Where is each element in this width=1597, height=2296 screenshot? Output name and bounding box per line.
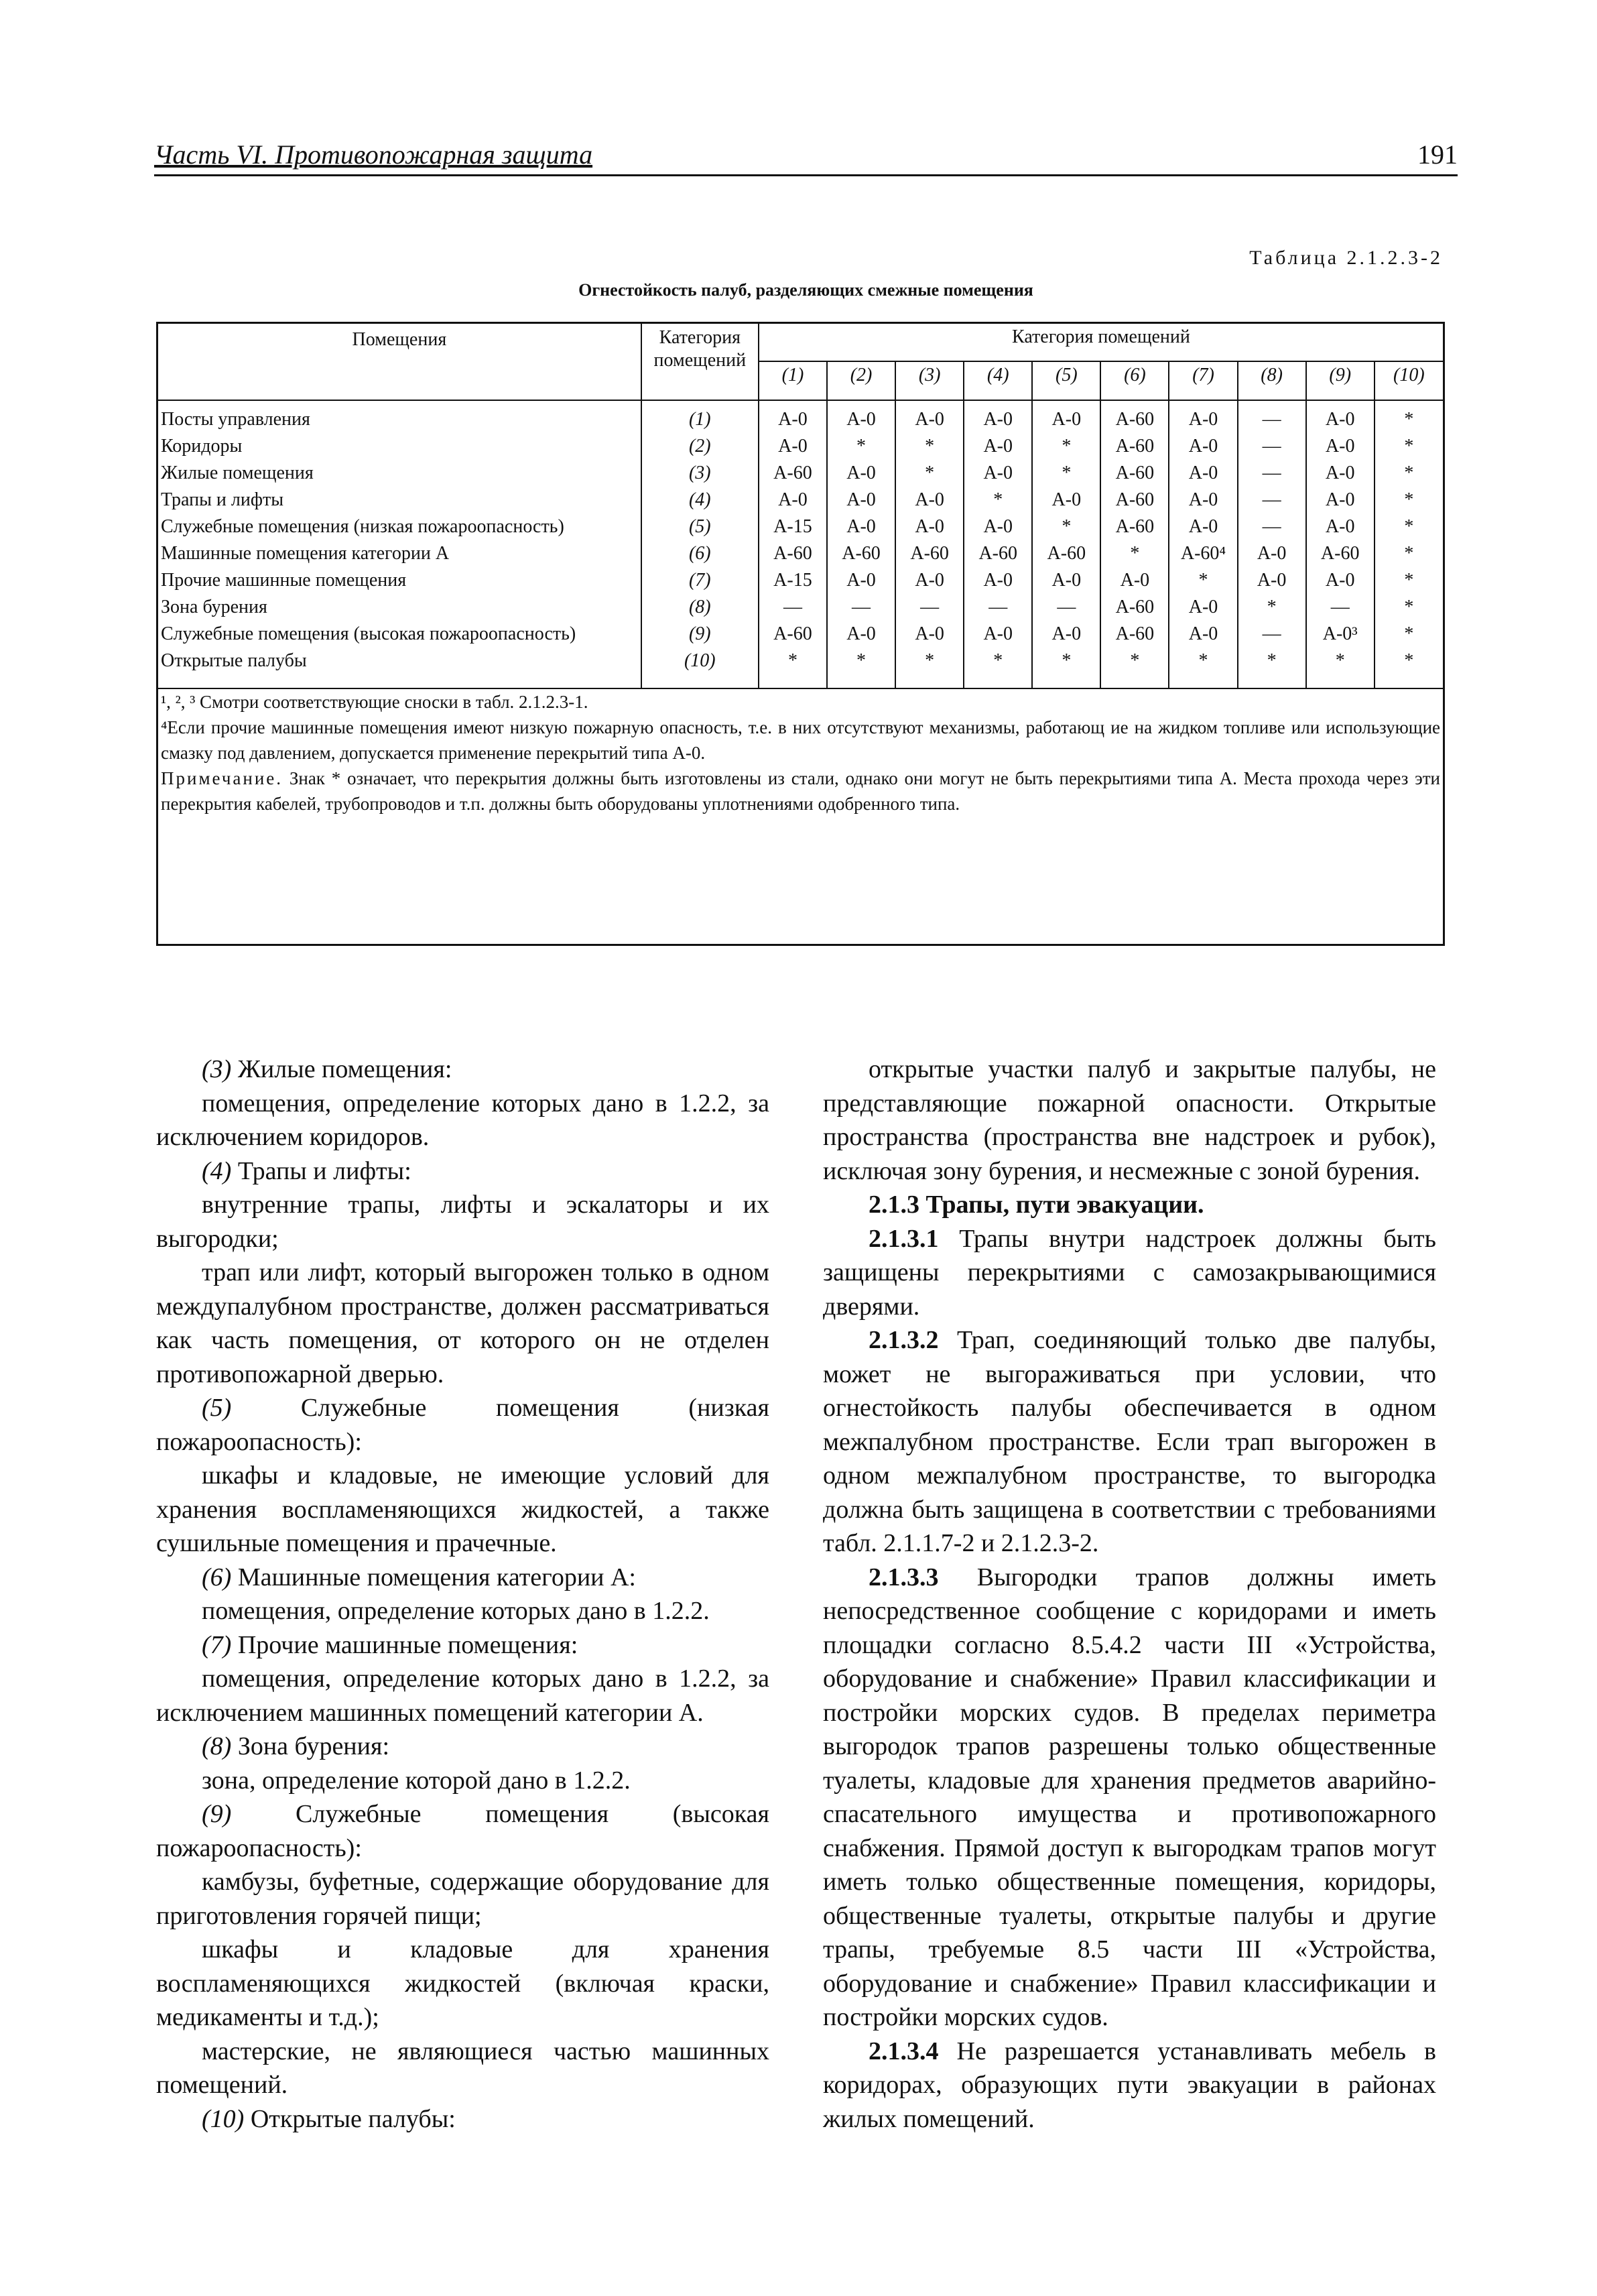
table-cell: А-60 (827, 540, 895, 567)
header-col-number: (6) (1100, 361, 1169, 400)
table-row (158, 540, 1443, 567)
room-category: (4) (641, 487, 759, 513)
room-category: (7) (641, 567, 759, 594)
table-cell: — (1238, 513, 1306, 540)
table-cell: А-60 (1100, 513, 1169, 540)
table-cell: * (1306, 648, 1375, 688)
table-caption: Огнестойкость палуб, разделяющих смежные помещения (578, 280, 1033, 300)
paragraph-text: Трапы внутри надстроек должны быть защищены перекрытиями с самозакрывающимися дверями. (823, 1224, 1436, 1321)
paragraph (823, 1323, 1436, 1561)
table-cell: А-0³ (1306, 621, 1375, 648)
table-row (158, 567, 1443, 594)
table-cell: * (1404, 570, 1414, 591)
paragraph: шкафы и кладовые для хранения воспламеняющихся жидкостей (включая краски, медикаменты и т.д.); (156, 1935, 769, 2031)
header-col-number: (2) (827, 361, 895, 400)
category-number: (8) (202, 1732, 232, 1760)
header-col-number: (4) (964, 361, 1032, 400)
paragraph: шкафы и кладовые, не имеющие условий для хранения воспламеняющихся жидкостей, а также сушильные помещения и прачечные. (156, 1461, 769, 1557)
header-col-number: (3) (895, 361, 964, 400)
room-category: (3) (641, 460, 759, 487)
room-name: Трапы и лифты (158, 487, 641, 513)
remark-label: Примечание. (161, 768, 283, 788)
paragraph-text: Прочие машинные помещения: (231, 1630, 578, 1659)
table-cell: А-0 (827, 487, 895, 513)
table-cell: * (1100, 648, 1169, 688)
table-cell: * (1032, 460, 1100, 487)
table-cell: А-0 (964, 400, 1032, 433)
category-number: (5) (202, 1394, 232, 1422)
table-cell: * (1169, 567, 1237, 594)
table-cell: * (1404, 489, 1414, 510)
table-cell: А-0 (895, 487, 964, 513)
paragraph (156, 1391, 769, 1459)
table-cell: — (895, 594, 964, 621)
table-cell: * (895, 460, 964, 487)
header-col-number: (10) (1375, 361, 1443, 400)
table-cell: А-0 (895, 567, 964, 594)
table-cell: * (1032, 648, 1100, 688)
table-cell: А-15 (759, 567, 827, 594)
remark-text: Знак * означает, что перекрытия должны быть изготовлены из стали, однако они могут не быть перекрытиями типа А. Места прохода через эти перекрытия кабелей, трубопроводов и т.п. должны быть оборудованы уплотнениями одобренного типа. (161, 768, 1440, 814)
room-name: Служебные помещения (высокая пожароопасность) (158, 621, 641, 648)
table-cell: А-0 (964, 567, 1032, 594)
paragraph-text: Зона бурения: (231, 1732, 390, 1760)
part-title: Часть VI. Противопожарная защита (154, 139, 593, 170)
category-number: (6) (202, 1563, 232, 1591)
paragraph (823, 2035, 1436, 2136)
paragraph: внутренние трапы, лифты и эскалаторы и их выгородки; (156, 1191, 769, 1253)
table-cell: * (1404, 650, 1414, 671)
note-123: ¹, ², ³ Смотри соответствующие сноски в табл. 2.1.2.3-1. (161, 692, 588, 712)
room-category: (2) (641, 433, 759, 460)
table-cell: А-0 (1169, 487, 1237, 513)
table-cell: А-0 (1032, 621, 1100, 648)
table-cell: А-0 (895, 621, 964, 648)
paragraph (156, 2102, 769, 2136)
section-heading: 2.1.3 Трапы, пути эвакуации. (869, 1191, 1204, 1219)
table-cell: А-0 (1169, 594, 1237, 621)
category-number: (10) (202, 2104, 245, 2133)
room-category: (5) (641, 513, 759, 540)
table-row (158, 648, 1443, 688)
room-category: (1) (641, 400, 759, 433)
table-cell: А-0 (1306, 433, 1375, 460)
table-cell: А-60 (1100, 433, 1169, 460)
paragraph-text: Жилые помещения: (231, 1055, 452, 1083)
clause-number: 2.1.3.1 (869, 1224, 939, 1253)
paragraph-text: Машинные помещения категории А: (231, 1563, 636, 1591)
category-number: (4) (202, 1156, 232, 1185)
table-cell: А-60 (759, 540, 827, 567)
table-cell: * (1100, 540, 1169, 567)
table-cell: А-60 (1100, 621, 1169, 648)
table-cell: А-0 (964, 433, 1032, 460)
table-notes (158, 688, 1443, 817)
paragraph: помещения, определение которых дано в 1.2.2. (202, 1597, 710, 1625)
table-cell: * (964, 487, 1032, 513)
table-cell: А-0 (1238, 540, 1306, 567)
table-cell: А-60 (1100, 594, 1169, 621)
table-cell: — (1238, 400, 1306, 433)
table-cell: А-0 (964, 621, 1032, 648)
table-cell: * (1404, 516, 1414, 537)
room-category: (10) (641, 648, 759, 688)
table-cell: А-60 (895, 540, 964, 567)
table-row (158, 621, 1443, 648)
paragraph: помещения, определение которых дано в 1.2.2, за исключением машинных помещений категории А. (156, 1665, 769, 1727)
table-cell: * (1238, 648, 1306, 688)
paragraph (823, 1561, 1436, 2035)
table-cell: А-0 (964, 513, 1032, 540)
room-category: (9) (641, 621, 759, 648)
paragraph-text: Трап, соединяющий только две палубы, может не выгораживаться при условии, что огнестойкость палубы обеспечивается в одном межпалубном пространстве. Если трап выгорожен в одном межпалубном пространстве, то выгородка должна быть защищена в соответствии с требованиями табл. 2.1.1.7-2 и 2.1.2.3-2. (823, 1326, 1436, 1557)
paragraph (156, 1730, 769, 1764)
table-row (158, 460, 1443, 487)
table-cell: * (1404, 436, 1414, 457)
table-cell: * (1404, 597, 1414, 617)
room-name: Машинные помещения категории А (158, 540, 641, 567)
table-cell: А-0 (827, 513, 895, 540)
table-cell: — (964, 594, 1032, 621)
paragraph-text: Открытые палубы: (244, 2104, 456, 2133)
table-cell: — (759, 594, 827, 621)
table-cell: — (1032, 594, 1100, 621)
table-cell: * (1404, 463, 1414, 483)
table-cell: А-0 (1306, 400, 1375, 433)
table-cell: * (1404, 409, 1414, 430)
header-rooms: Помещения (158, 324, 641, 400)
table-row (158, 433, 1443, 460)
paragraph: мастерские, не являющиеся частью машинных помещений. (156, 2037, 769, 2099)
paragraph-text: Служебные помещения (низкая пожароопасность): (156, 1394, 769, 1456)
category-number: (7) (202, 1630, 232, 1659)
table-cell: А-0 (1169, 621, 1237, 648)
header-col-number: (8) (1238, 361, 1306, 400)
paragraph: трап или лифт, который выгорожен только в одном междупалубном пространстве, должен рассматриваться как часть помещения, от которого он не отделен противопожарной дверью. (156, 1258, 769, 1388)
category-number: (3) (202, 1055, 232, 1083)
table-cell: А-0 (964, 460, 1032, 487)
room-name: Открытые палубы (158, 648, 641, 688)
table-cell: А-60 (1032, 540, 1100, 567)
table-cell: — (1306, 594, 1375, 621)
page-number: 191 (1417, 139, 1458, 170)
table-row (158, 487, 1443, 513)
table-cell: А-0 (759, 487, 827, 513)
table-grid (158, 324, 1443, 817)
header-col-number: (7) (1169, 361, 1237, 400)
table-cell: А-0 (1169, 400, 1237, 433)
table-cell: А-0 (759, 400, 827, 433)
table-cell: — (1238, 621, 1306, 648)
table-row (158, 594, 1443, 621)
room-name: Прочие машинные помещения (158, 567, 641, 594)
table-cell: * (895, 648, 964, 688)
table-cell: А-0 (895, 513, 964, 540)
table-cell: А-60 (964, 540, 1032, 567)
right-column (823, 1052, 1436, 2136)
table-cell: А-0 (1306, 513, 1375, 540)
table-cell: * (964, 648, 1032, 688)
table-cell: А-0 (1032, 400, 1100, 433)
header-category: Категория помещений (641, 324, 759, 400)
paragraph (156, 1052, 769, 1087)
paragraph: камбузы, буфетные, содержащие оборудование для приготовления горячей пищи; (156, 1868, 769, 1930)
paragraph-text: Служебные помещения (высокая пожароопасность): (156, 1800, 769, 1862)
table-cell: А-15 (759, 513, 827, 540)
fire-resistance-table (156, 322, 1445, 946)
table-cell: А-0 (1238, 567, 1306, 594)
room-name: Коридоры (158, 433, 641, 460)
paragraph-text: Выгородки трапов должны иметь непосредственное сообщение с коридорами и иметь площадки согласно 8.5.4.2 части III «Устройства, оборудование и снабжение» Правил классификации и постройки морских судов. В пределах периметра выгородок трапов разрешены только общественные туалеты, кладовые для хранения предметов аварийно-спасательного имущества и противопожарного снабжения. Прямой доступ к выгородкам трапов могут иметь только общественные помещения, коридоры, общественные туалеты, открытые палубы и другие трапы, требуемые 8.5 части III «Устройства, оборудование и снабжение» Правил классификации и постройки морских судов. (823, 1563, 1436, 2031)
table-cell: — (1238, 433, 1306, 460)
table-cell: А-0 (1100, 567, 1169, 594)
table-cell: * (1169, 648, 1237, 688)
table-cell: А-0 (1169, 433, 1237, 460)
header-col-number: (9) (1306, 361, 1375, 400)
table-cell: А-60 (759, 621, 827, 648)
paragraph (156, 1561, 769, 1595)
table-cell: А-60 (1100, 400, 1169, 433)
table-cell: А-0 (827, 567, 895, 594)
table-cell: А-0 (827, 460, 895, 487)
paragraph: зона, определение которой дано в 1.2.2. (202, 1766, 631, 1795)
table-cell: А-0 (1032, 567, 1100, 594)
note-4: ⁴Если прочие машинные помещения имеют низкую пожарную опасность, т.е. в них отсутствуют механизмы, работающ ие на жидком топливе или использующие смазку под давлением, допускается применение перекрытий типа А-0. (161, 717, 1440, 763)
table-cell: А-0 (895, 400, 964, 433)
room-name: Служебные помещения (низкая пожароопасность) (158, 513, 641, 540)
paragraph (156, 1628, 769, 1663)
table-cell: А-0 (827, 621, 895, 648)
table-body (158, 400, 1443, 688)
room-category: (8) (641, 594, 759, 621)
room-name: Зона бурения (158, 594, 641, 621)
left-column (156, 1052, 769, 2136)
table-cell: * (1238, 594, 1306, 621)
table-cell: А-0 (1306, 487, 1375, 513)
table-cell: * (895, 433, 964, 460)
table-cell: — (1238, 460, 1306, 487)
table-cell: * (759, 648, 827, 688)
clause-number: 2.1.3.4 (869, 2037, 939, 2065)
room-name: Посты управления (158, 400, 641, 433)
table-cell: А-0 (827, 400, 895, 433)
table-cell: А-0 (1306, 567, 1375, 594)
paragraph-text: Трапы и лифты: (231, 1156, 411, 1185)
header-category-group: Категория помещений (759, 324, 1443, 361)
table-cell: * (1032, 513, 1100, 540)
table-cell: А-0 (1306, 460, 1375, 487)
table-number: Таблица 2.1.2.3-2 (1249, 247, 1443, 269)
table-cell: А-60 (759, 460, 827, 487)
clause-number: 2.1.3.2 (869, 1326, 939, 1354)
paragraph: помещения, определение которых дано в 1.2.2, за исключением коридоров. (156, 1089, 769, 1151)
paragraph-text: Не разрешается устанавливать мебель в коридорах, образующих пути эвакуации в районах жилых помещений. (823, 2037, 1436, 2133)
table-cell: — (827, 594, 895, 621)
table-cell: А-0 (1032, 487, 1100, 513)
clause-number: 2.1.3.3 (869, 1563, 939, 1591)
room-category: (6) (641, 540, 759, 567)
table-cell: * (1404, 623, 1414, 644)
room-name: Жилые помещения (158, 460, 641, 487)
table-cell: А-60 (1306, 540, 1375, 567)
page-header (154, 134, 1458, 176)
table-cell: * (1032, 433, 1100, 460)
paragraph (156, 1797, 769, 1865)
table-cell: А-60 (1100, 460, 1169, 487)
paragraph: открытые участки палуб и закрытые палубы, не представляющие пожарной опасности. Открытые пространства (пространства вне надстроек и рубок), исключая зону бурения, и несмежные с зоной бурения. (823, 1055, 1436, 1185)
table-cell: А-0 (1169, 513, 1237, 540)
table-cell: А-0 (759, 433, 827, 460)
paragraph (156, 1154, 769, 1189)
header-col-number: (5) (1032, 361, 1100, 400)
table-row (158, 400, 1443, 433)
paragraph (823, 1222, 1436, 1324)
table-cell: А-0 (1169, 460, 1237, 487)
table-cell: * (827, 648, 895, 688)
table-cell: * (1404, 543, 1414, 564)
table-cell: * (827, 433, 895, 460)
table-cell: А-60 (1100, 487, 1169, 513)
header-col-number: (1) (759, 361, 827, 400)
table-cell: А-60⁴ (1169, 540, 1237, 567)
category-number: (9) (202, 1800, 232, 1828)
remark (161, 766, 1440, 817)
table-cell: — (1238, 487, 1306, 513)
table-row (158, 513, 1443, 540)
